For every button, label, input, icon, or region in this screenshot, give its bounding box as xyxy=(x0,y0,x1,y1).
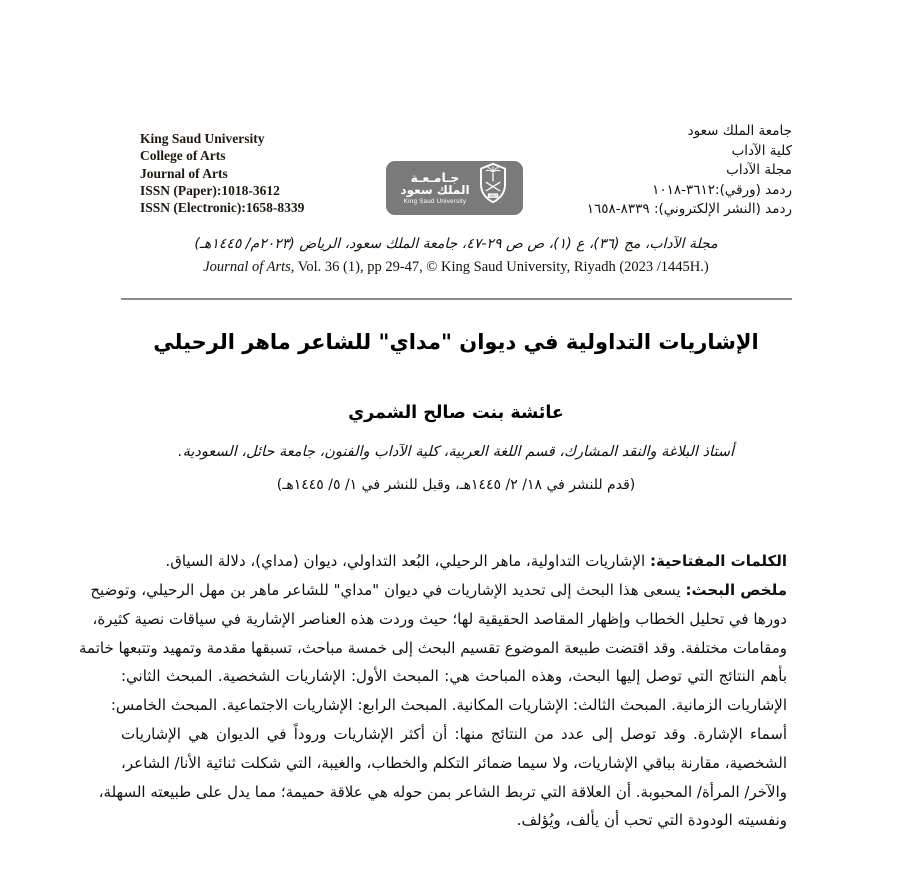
header-divider xyxy=(121,298,792,300)
abstract-paragraph xyxy=(78,576,787,835)
journal-info-arabic xyxy=(587,122,792,220)
abstract-line: بأهم النتائج التي توصل إليها البحث، وهذه المباحث هي: المبحث الأول: الإشاريات الشخصية. المبحث الثاني: xyxy=(121,667,787,686)
submission-dates: (قدم للنشر في ١٨/ ٢/ ١٤٤٥هـ، وقبل للنشر في ١/ ٥/ ١٤٤٥هـ) xyxy=(276,477,636,493)
journal-info-line: مجلة الآداب xyxy=(726,162,792,179)
journal-info-line: College of Arts xyxy=(140,148,226,164)
logo-arabic-line2: الملك سعود xyxy=(400,182,470,197)
abstract-line: ومقامات مختلفة. وقد اقتضت طبيعة الموضوع تقسيم البحث إلى خمسة مباحث، تسبقها مقدمة وتمهيد وتتبعها خاتمة xyxy=(78,638,787,657)
keywords-label: الكلمات المفتاحية: xyxy=(649,552,787,570)
journal-info-line: ردمد (ورقي):٣٦١٢-١٠١٨ xyxy=(652,181,792,198)
journal-info-line: ISSN (Paper):1018-3612 xyxy=(140,182,280,198)
abstract-line: أسماء الإشارة. وقد توصل إلى عدد من النتائج منها: أن أكثر الإشاريات وروداً في الديوان هي الإشاريات xyxy=(121,724,787,743)
abstract-line: ونفسيته الودودة التي تحب أن يألف، ويُؤلف. xyxy=(516,811,787,830)
journal-info-line: جامعة الملك سعود xyxy=(687,123,792,139)
journal-info-line: كلية الآداب xyxy=(731,142,792,159)
journal-name-italic: Journal of Arts, xyxy=(203,259,295,275)
journal-info-line: King Saud University xyxy=(140,131,265,146)
abstract-line: والآخر/ المرأة/ المحبوبة. أن العلاقة التي تربط الشاعر بمن حوله هي علاقة حميمة؛ مما يدل على طبيعته السهلة، xyxy=(98,782,787,801)
logo-english-label: King Saud University xyxy=(403,197,467,205)
abstract-line-text: يسعى هذا البحث إلى تحديد الإشاريات في ديوان "مداي" للشاعر ماهر بن مهل الرحيلي، وتوضيح xyxy=(90,581,686,599)
citation-english-rest: Vol. 36 (1), pp 29-47, © King Saud University, Riyadh (2023 /1445H.) xyxy=(294,259,709,275)
abstract-line: دورها في تحليل الخطاب وإظهار المقاصد الحقيقية لها؛ حيث وردت هذه العناصر الإشارية في سياقات نصية كثيرة، xyxy=(92,609,787,628)
article-title: الإشاريات التداولية في ديوان "مداي" للشاعر ماهر الرحيلي xyxy=(153,330,759,354)
ksu-logo-wordmark xyxy=(400,171,469,205)
author-affiliation: أستاذ البلاغة والنقد المشارك، قسم اللغة العربية، كلية الآداب والفنون، جامعة حائل، السعودية. xyxy=(178,444,734,460)
citation-line-english xyxy=(120,259,792,276)
logo-arabic-line1: جـامـعـة xyxy=(410,169,460,185)
journal-info-line: ردمد (النشر الإلكتروني): ٨٣٣٩-١٦٥٨ xyxy=(586,201,792,218)
abstract-line: الشخصية، مقارنة بباقي الإشاريات، ولا سيما ضمائر التكلم والخطاب، والغيبة، التي شكلت ثنائية الأنا/ الشاعر، xyxy=(121,753,787,772)
logo-banner-year: 1957 xyxy=(488,193,497,198)
author-name: عائشة بنت صالح الشمري xyxy=(348,403,564,423)
journal-info-line: Journal of Arts xyxy=(140,165,228,181)
keywords-paragraph xyxy=(121,547,787,575)
keywords-text: الإشاريات التداولية، ماهر الرحيلي، البُعد التداولي، ديوان (مداي)، دلالة السياق. xyxy=(165,552,650,570)
citation-line-arabic: مجلة الآداب، مج (٣٦)، ع (١)، ص ص ٢٩-٤٧، جامعة الملك سعود، الرياض (٢٠٢٣م/ ١٤٤٥هـ) xyxy=(194,236,718,252)
abstract-line xyxy=(90,576,787,605)
journal-info-english xyxy=(140,130,304,216)
abstract-label: ملخص البحث: xyxy=(685,581,787,599)
journal-info-line: ISSN (Electronic):1658-8339 xyxy=(140,200,305,216)
abstract-line: الإشاريات الزمانية. المبحث الثالث: الإشاريات المكانية. المبحث الرابع: الإشاريات الاجتماعية. المبحث الخامس: xyxy=(110,696,787,715)
ksu-shield-icon xyxy=(477,161,509,209)
ksu-logo xyxy=(386,161,523,215)
